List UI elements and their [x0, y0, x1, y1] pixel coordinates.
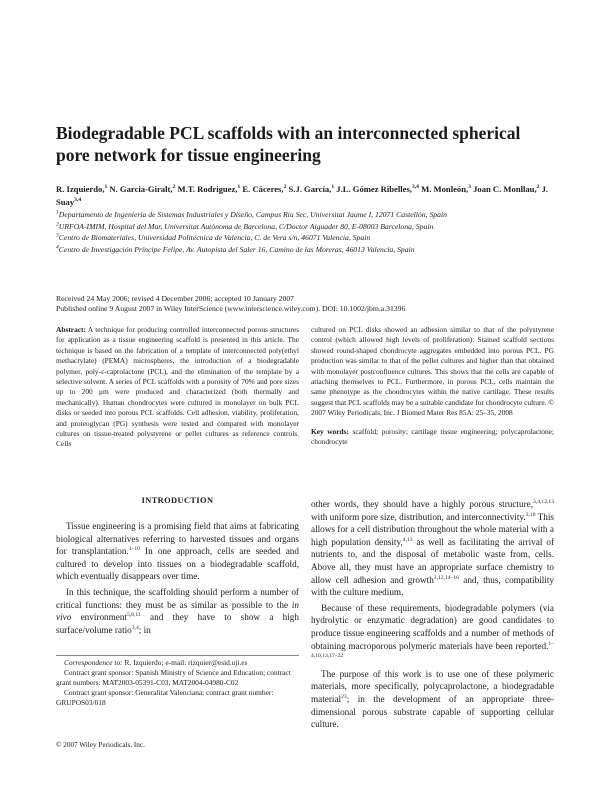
grant-sponsor-note: Contract grant sponsor: Spanish Ministry of Science and Education; contract grant numbers: MAT2003-05391-C03, MAT2004-04980-C02 [56, 668, 291, 688]
footnotes [56, 658, 299, 708]
affiliation: $^2$URFOA-IMIM, Hospital del Mar, Universitat Autònoma de Barcelona, C/Doctor Aiguader 80, E-08003 Barcelona, Spain [56, 221, 434, 231]
intro-paragraph-3: Because of these requirements, biodegradable polymers (via hydrolytic or enzymatic degradation) are good candidates to produce tissue engineering scaffolds and a number of methods of obtaining macroporous polymeric materials have been reported.$^{1-4,10,13,17-22}$ [311, 602, 554, 660]
published-line: Published online 9 August 2007 in Wiley InterScience (www.interscience.wiley.com). DOI: 10.1002/jbm.a.31396 [56, 304, 406, 314]
author: M.T. Rodriguez,$^1$ [177, 184, 241, 194]
footnote-divider [56, 655, 299, 656]
correspondence-note: Correspondence to: R. Izquierdo; e-mail: rizquier@esid.uji.es [64, 658, 248, 667]
intro-paragraph-1: Tissue engineering is a promising field that aims at fabricating biological alternatives referring to harvested tissues and organs for transplantation.$^{1-10}$ In one approach, cells are seeded and cultured to develop into tissues on a biodegradable scaffold, which eventually disappears over time. [56, 521, 299, 582]
intro-paragraph-4: The purpose of this work is to use one of these polymeric materials, more specifically, polycaprolactone, a biodegradable material$^{23}$; in the development of an appropriate three-dimensional porous substrate capable of supporting cellular culture. [311, 668, 554, 730]
received-line: Received 24 May 2006; revised 4 December 2006; accepted 10 January 2007 [56, 294, 295, 303]
affiliations [56, 209, 556, 255]
intro-paragraph-2: In this technique, the scaffolding should perform a number of critical functions: they must be as similar as possible to the in vivo environment$^{5,8,11}$ and they have to show a high surface/volume ratio$^{3,4}$; in [56, 586, 299, 635]
abstract-right-column [311, 325, 554, 447]
author: S.J. García,$^1$ [288, 184, 335, 194]
affiliation: $^4$Centro de Investigación Príncipe Felipe, Av. Autopista del Saler 16, Camino de las Moreras, 46013 Valencia, Spain [56, 244, 415, 254]
author: J.L. Gómez Ribelles,$^{3,4}$ [336, 184, 419, 194]
grant-sponsor-note: Contract grant sponsor: Generalitat Valenciana; contract grant number: GRUPOS03/018 [56, 688, 274, 708]
body-left-column [56, 520, 299, 639]
author: N. Garcia-Giralt,$^2$ [109, 184, 176, 194]
body-right-column [311, 498, 554, 734]
abstract-text: Abstract: A technique for producing controlled interconnected porous structures for application as a tissue engineering scaffold is presented in this article. The technique is based on the fabrication of a template of interconnected poly(ethyl methacrylate) (PEMA) microspheres, the introduction of a biodegradable polymer, poly-ε-caprolactone (PCL), and the elimination of the template by a selective solvent. A series of PCL scaffolds with a porosity of 70% and pore sizes up to 200 μm were produced and characterized (both thermally and mechanically). Human chondrocytes were cultured in monolayer on bulk PCL disks or seeded into porous PCL scaffolds. Cell adhesion, viability, proliferation, and proteoglycan (PG) synthesis were tested and compared with monolayer cultures on tissue-treated polystyrene or pellet cultures as reference controls. Cells [56, 325, 299, 449]
author: J. Suay$^{3,4}$ [56, 184, 549, 207]
keywords-label: Key words: [311, 426, 349, 436]
author: E. Cáceres,$^2$ [242, 184, 287, 194]
author: Joan C. Monllau,$^2$ [473, 184, 540, 194]
affiliation: $^1$Departamento de Ingeniería de Sistemas Industriales y Diseño, Campus Riu Sec, Universitat Jaume I, 12071 Castellón, Spain [56, 209, 447, 219]
intro-paragraph-2-continued: other words, they should have a highly porous structure,$^{3,4,12,13}$ with uniform pore size, distribution, and interconnectivity.$^{3,10}$ This allows for a cell distribution throughout the whole material with a high population density,$^{4,13}$ as well as facilitating the arrival of nutrients to, and the disposal of metabolic waste from, cells. Above all, they must have an appropriate surface chemistry to allow cell adhesion and growth$^{3,12,14-16}$ and, thus, compatibility with the culture medium. [311, 498, 555, 598]
author-list [56, 183, 556, 208]
article-title: Biodegradable PCL scaffolds with an interconnected spherical pore network for tissue engineering [56, 123, 521, 165]
affiliation: $^3$Centro de Biomateriales, Universidad Politécnica de Valencia, C. de Vera s/n, 46071 Valencia, Spain [56, 232, 371, 243]
abstract-left-column [56, 325, 299, 450]
author: M. Monleón,$^3$ [421, 184, 471, 194]
keywords: Key words: scaffold; porosity; cartilage tissue engineering; polycaprolactone; chondrocyte [311, 426, 554, 447]
publication-dates [56, 294, 556, 315]
copyright-line: © 2007 Wiley Periodicals, Inc. [56, 741, 145, 749]
section-heading-introduction: INTRODUCTION [141, 496, 214, 505]
abstract-continuation: cultured on PCL disks showed an adhesion similar to that of the polystyrene control (which allowed high levels of proliferation). Stained scaffold sections showed round-shaped chondrocyte aggregates embedded into porous PCL. PG production was similar to that of the pellet cultures and higher than that obtained with monolayer postconfluence cultures. This shows that the cells are capable of attaching themselves to PCL. Furthermore, in porous PCL, cells maintain the same phenotype as the chondrocytes within the native cartilage. These results suggest that PCL scaffolds may be a suitable candidate for chondrocyte culture. © 2007 Wiley Periodicals, Inc. J Biomed Mater Res 85A: 25–35, 2008 [311, 325, 554, 418]
author: R. Izquierdo,$^1$ [56, 184, 108, 194]
abstract-label: Abstract: [56, 325, 86, 334]
